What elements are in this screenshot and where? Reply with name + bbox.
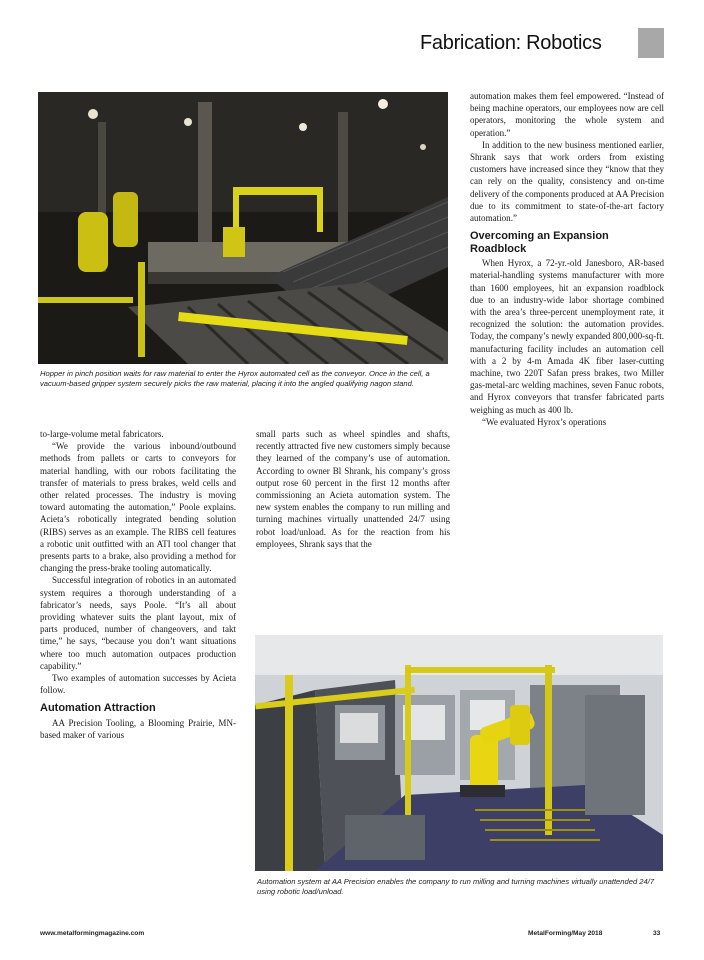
subheading-expansion-roadblock: Overcoming an Expansion Roadblock xyxy=(470,230,609,255)
article-paragraph: small parts such as wheel spindles and shafts, recently attracted five new customers simply because they learned of the company’s use of automation. According to owner Bl Shrank, his company’s gross output rose 60 percent in the first 12 months after commissioning an Acieta automation system. The new system enables the company to run milling and turning machines virtually unattended 24/7 using robot load/unload. As for the reaction from his employees, Shrank says that the xyxy=(256,429,450,549)
article-column-1 xyxy=(40,428,236,741)
footer-issue: MetalForming/May 2018 xyxy=(528,930,603,937)
article-column-3 xyxy=(470,90,664,428)
photo-conveyor-hopper xyxy=(38,92,448,364)
section-header xyxy=(420,28,664,58)
article-paragraph: to-large-volume metal fabricators. xyxy=(40,429,164,439)
article-paragraph: “We evaluated Hyrox’s operations xyxy=(482,416,607,427)
section-tab-marker xyxy=(638,28,664,58)
footer-page-number: 33 xyxy=(653,930,661,937)
footer-url: www.metalformingmagazine.com xyxy=(40,930,145,937)
article-paragraph: When Hyrox, a 72-yr.-old Janesboro, AR-based material-handling systems manufacturer with more than 1600 employees, hit an expansion roadblock due to an industry-wide labor shortage combined with the area’s three-percent unemployment rate, it recognized the solution: the automation provides. Today, the company’s newly expanded 800,000-sq-ft. manufacturing facility includes an automation cell with a 2 by 4-m Amada 4K fiber laser-cutting machine, two 220T Safan press brakes, two Miller gas-metal-arc welding machines, seven Fanuc robots, and Hyrox conveyors that transfer fabricated parts weighing as much as 400 lb. xyxy=(470,258,664,415)
photo1-caption: Hopper in pinch position waits for raw material to enter the Hyrox automated cell as the conveyor. Once in the cell, a vacuum-based gripper system securely picks the raw material, placing it into the angled qualifying nagon stand. xyxy=(40,369,430,388)
subheading-automation-attraction: Automation Attraction xyxy=(40,702,156,715)
article-column-2 xyxy=(256,428,450,550)
photo2-caption: Automation system at AA Precision enables the company to run milling and turning machines virtually unattended 24/7 using robotic load/unload. xyxy=(257,877,655,896)
section-title: Fabrication: Robotics xyxy=(420,31,602,54)
photo-automation-cell xyxy=(255,635,663,871)
article-paragraph: In addition to the new business mentioned earlier, Shrank says that work orders from existing customers have increased since they “know that they can rely on the quality, consistency and on-time delivery of the components produced at AA Precision due to its commitment to state-of-the-art factory automation.” xyxy=(470,139,664,224)
article-paragraph: “We provide the various inbound/outbound methods from pallets or carts to conveyors for material handling, with our robots facilitating the transfer of materials to press brakes, weld cells and other related processes. The industry is moving toward automating the automation,” Poole explains. Acieta’s robotically integrated bending solution (RIBS) serves as an example. The RIBS cell features a robotic unit outfitted with an ATI tool changer that presents parts to a brake, also providing a method for changing the press-brake tooling automatically. xyxy=(40,441,236,574)
article-paragraph: Two examples of automation successes by Acieta follow. xyxy=(40,673,236,696)
article-paragraph: automation makes them feel empowered. “Instead of being machine operators, our employees now are cell operators, monitoring the whole system and operation.” xyxy=(470,91,664,138)
article-paragraph: Successful integration of robotics in an automated system requires a thorough understanding of a fabricator’s needs, says Poole. “It’s all about providing whatever suits the plant layout, mix of parts produced, number of changeovers, and takt time,” he says, “because you don’t want situations where too much automation outpaces production capability.” xyxy=(40,575,236,671)
article-paragraph: AA Precision Tooling, a Blooming Prairie, MN-based maker of various xyxy=(40,717,236,741)
